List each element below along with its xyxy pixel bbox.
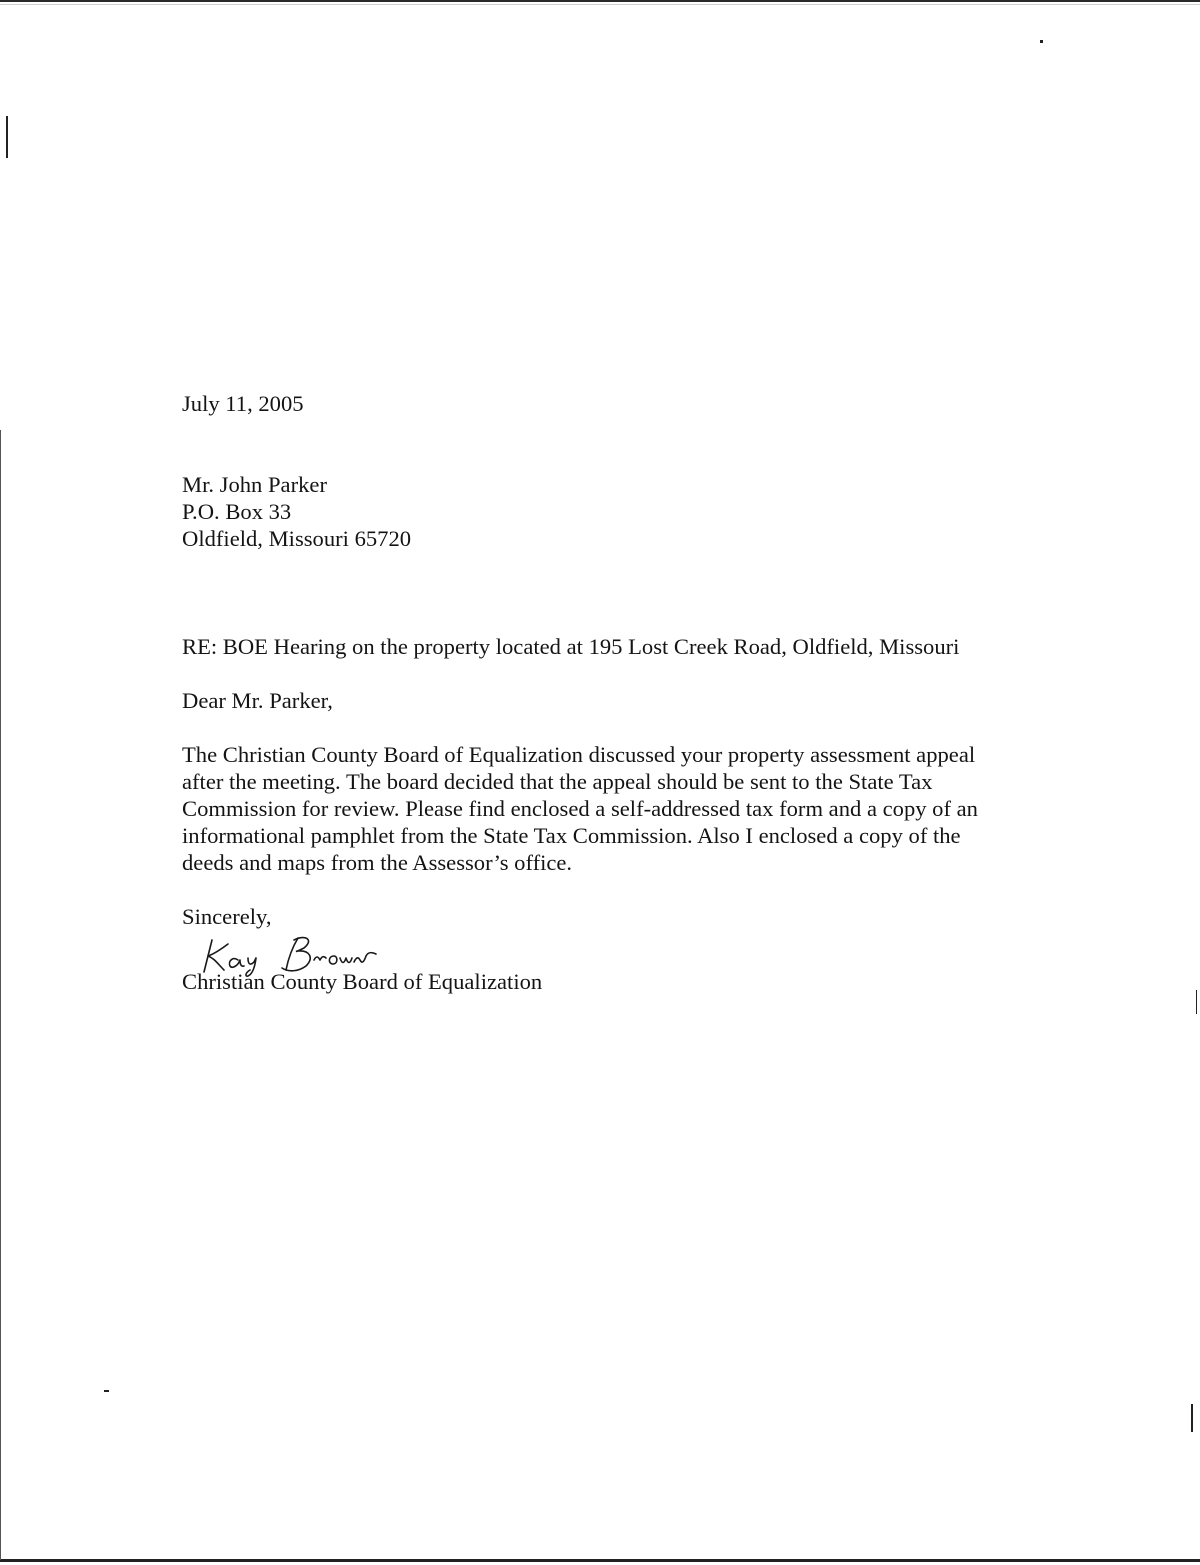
letter-date: July 11, 2005 [182, 391, 304, 416]
scan-mark-left [6, 116, 8, 158]
scan-edge-bottom [0, 1559, 1200, 1562]
recipient-address-line1: P.O. Box 33 [182, 499, 292, 524]
sender-organization: Christian County Board of Equalization [182, 969, 543, 994]
scan-edge-top [0, 0, 1200, 2]
letter-body [182, 741, 1032, 876]
scan-mark-right-1 [1196, 990, 1197, 1014]
body-line: informational pamphlet from the State Tax Commission. Also I enclosed a copy of the [182, 823, 961, 848]
scan-mark-right-2 [1191, 1404, 1193, 1432]
recipient-address-line2: Oldfield, Missouri 65720 [182, 526, 412, 551]
scan-edge-top-faint [0, 4, 1200, 5]
body-line: The Christian County Board of Equalization discussed your property assessment appeal [182, 742, 976, 767]
scan-dot-top-right [1040, 40, 1043, 43]
scan-edge-left [0, 430, 1, 1560]
subject-line: RE: BOE Hearing on the property located at 195 Lost Creek Road, Oldfield, Missouri [182, 634, 960, 659]
recipient-name: Mr. John Parker [182, 472, 327, 497]
salutation: Dear Mr. Parker, [182, 688, 333, 713]
recipient-address [182, 471, 1042, 552]
body-line: deeds and maps from the Assessor’s office. [182, 850, 573, 875]
body-line: after the meeting. The board decided that the appeal should be sent to the State Tax [182, 769, 933, 794]
body-line: Commission for review. Please find enclosed a self-addressed tax form and a copy of an [182, 796, 978, 821]
closing: Sincerely, [182, 904, 272, 929]
scan-dash-bottom-left [104, 1390, 109, 1392]
letter [182, 390, 1042, 995]
